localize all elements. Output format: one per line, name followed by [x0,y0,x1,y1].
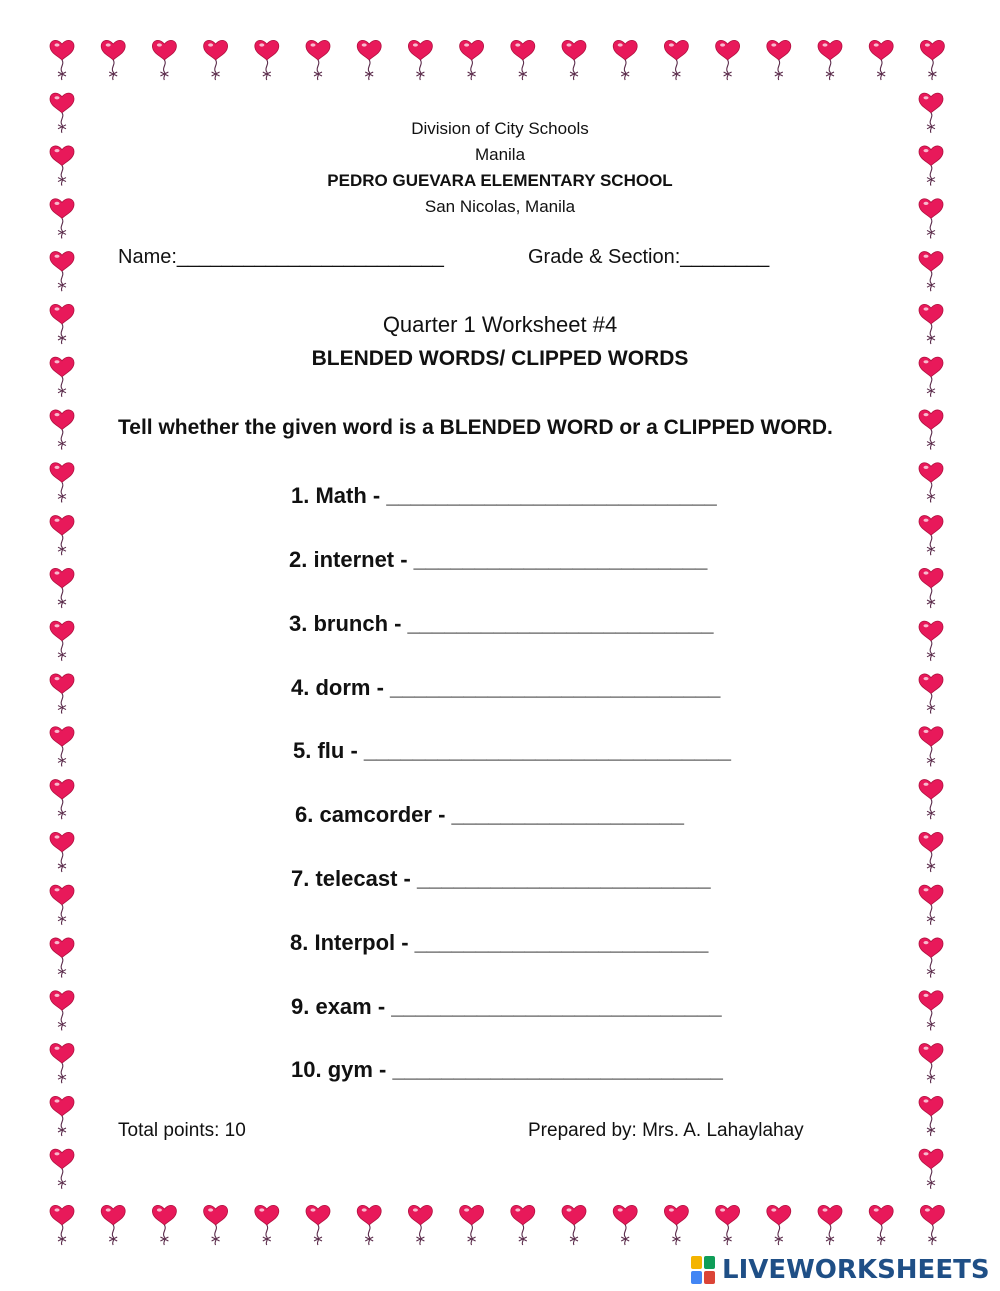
heart-balloon-icon [919,832,943,872]
page-title: BLENDED WORDS/ CLIPPED WORDS [311,347,689,370]
heart-balloon-icon [919,621,943,661]
question-item-2[interactable]: 2. internet - ________________________ [289,547,708,572]
heart-balloon-icon [50,568,74,608]
heart-balloon-icon [919,1044,943,1084]
name-field[interactable]: Name:________________________ [118,246,444,268]
heart-balloon-icon [255,1205,279,1245]
heart-balloon-icon [50,885,74,925]
heart-balloon-icon [50,1044,74,1084]
heart-balloon-icon [716,1205,740,1245]
heart-balloon-icon [50,1149,74,1189]
heart-balloon-icon [50,832,74,872]
heart-balloon-icon [50,516,74,556]
heart-balloon-icon [919,1096,943,1136]
heart-balloon-icon [920,1205,944,1245]
heart-balloon-icon [511,1205,535,1245]
heart-balloon-icon [50,938,74,978]
heart-balloon-icon [408,1205,432,1245]
heart-balloon-icon [460,40,484,80]
heart-balloon-icon [101,1205,125,1245]
heart-balloon-icon [460,1205,484,1245]
liveworksheets-logo[interactable] [690,1253,990,1287]
prepared-by: Prepared by: Mrs. A. Lahaylahay [528,1120,804,1141]
question-item-8[interactable]: 8. Interpol - ________________________ [290,930,709,955]
heart-balloon-icon [50,674,74,714]
heart-balloon-icon [50,621,74,661]
heart-balloon-icon [50,1205,74,1245]
heart-balloon-icon [408,40,432,80]
heart-balloon-icon [357,40,381,80]
question-item-6[interactable]: 6. camcorder - ___________________ [295,802,684,827]
heart-balloon-icon [50,991,74,1031]
question-item-3[interactable]: 3. brunch - _________________________ [289,611,714,636]
division-label: Division of City Schools [411,119,589,138]
heart-balloon-icon [919,568,943,608]
heart-balloon-icon [664,1205,688,1245]
heart-balloon-icon [920,40,944,80]
heart-balloon-icon [204,1205,228,1245]
heart-balloon-icon [869,40,893,80]
heart-balloon-icon [664,40,688,80]
heart-balloon-icon [919,410,943,450]
liveworksheets-logo-icon [690,1255,716,1285]
question-item-7[interactable]: 7. telecast - ________________________ [291,866,711,891]
heart-balloon-icon [919,938,943,978]
heart-balloon-icon [50,40,74,80]
heart-balloon-icon [818,40,842,80]
instruction-text: Tell whether the given word is a BLENDED WORD or a CLIPPED WORD. [118,416,833,439]
grade-section-field[interactable]: Grade & Section:________ [528,246,770,268]
heart-balloon-icon [919,252,943,292]
heart-balloon-icon [50,727,74,767]
heart-balloon-icon [306,1205,330,1245]
heart-balloon-icon [50,463,74,503]
heart-balloon-icon [152,40,176,80]
heart-balloon-icon [50,410,74,450]
heart-balloon-icon [357,1205,381,1245]
heart-balloon-icon [919,1149,943,1189]
heart-balloon-icon [306,40,330,80]
heart-balloon-icon [818,1205,842,1245]
heart-balloon-icon [919,516,943,556]
heart-balloon-icon [50,780,74,820]
heart-balloon-icon [919,991,943,1031]
heart-balloon-icon [50,252,74,292]
heart-balloon-icon [716,40,740,80]
heart-balloon-icon [613,40,637,80]
heart-balloon-icon [919,780,943,820]
city-label: Manila [474,145,526,164]
liveworksheets-logo-text: LIVEWORKSHEETS [722,1255,990,1285]
total-points: Total points: 10 [118,1120,246,1141]
question-item-5[interactable]: 5. flu - ______________________________ [293,738,731,763]
question-item-10[interactable]: 10. gym - ___________________________ [291,1057,723,1082]
heart-balloon-icon [204,40,228,80]
heart-balloon-icon [919,885,943,925]
school-name: PEDRO GUEVARA ELEMENTARY SCHOOL [327,171,673,190]
heart-balloon-icon [869,1205,893,1245]
heart-balloon-icon [919,463,943,503]
school-address: San Nicolas, Manila [424,197,576,216]
heart-balloon-icon [919,727,943,767]
heart-balloon-icon [562,40,586,80]
question-item-9[interactable]: 9. exam - ___________________________ [291,994,722,1019]
heart-balloon-icon [152,1205,176,1245]
heart-balloon-icon [562,1205,586,1245]
heart-balloon-icon [767,40,791,80]
heart-balloon-icon [255,40,279,80]
worksheet-quarter: Quarter 1 Worksheet #4 [382,312,618,337]
question-item-1[interactable]: 1. Math - ___________________________ [291,483,717,508]
heart-balloon-icon [511,40,535,80]
heart-balloon-icon [50,1096,74,1136]
question-item-4[interactable]: 4. dorm - ___________________________ [291,675,721,700]
heart-balloon-icon [101,40,125,80]
heart-balloon-icon [919,674,943,714]
heart-balloon-icon [613,1205,637,1245]
heart-balloon-icon [767,1205,791,1245]
